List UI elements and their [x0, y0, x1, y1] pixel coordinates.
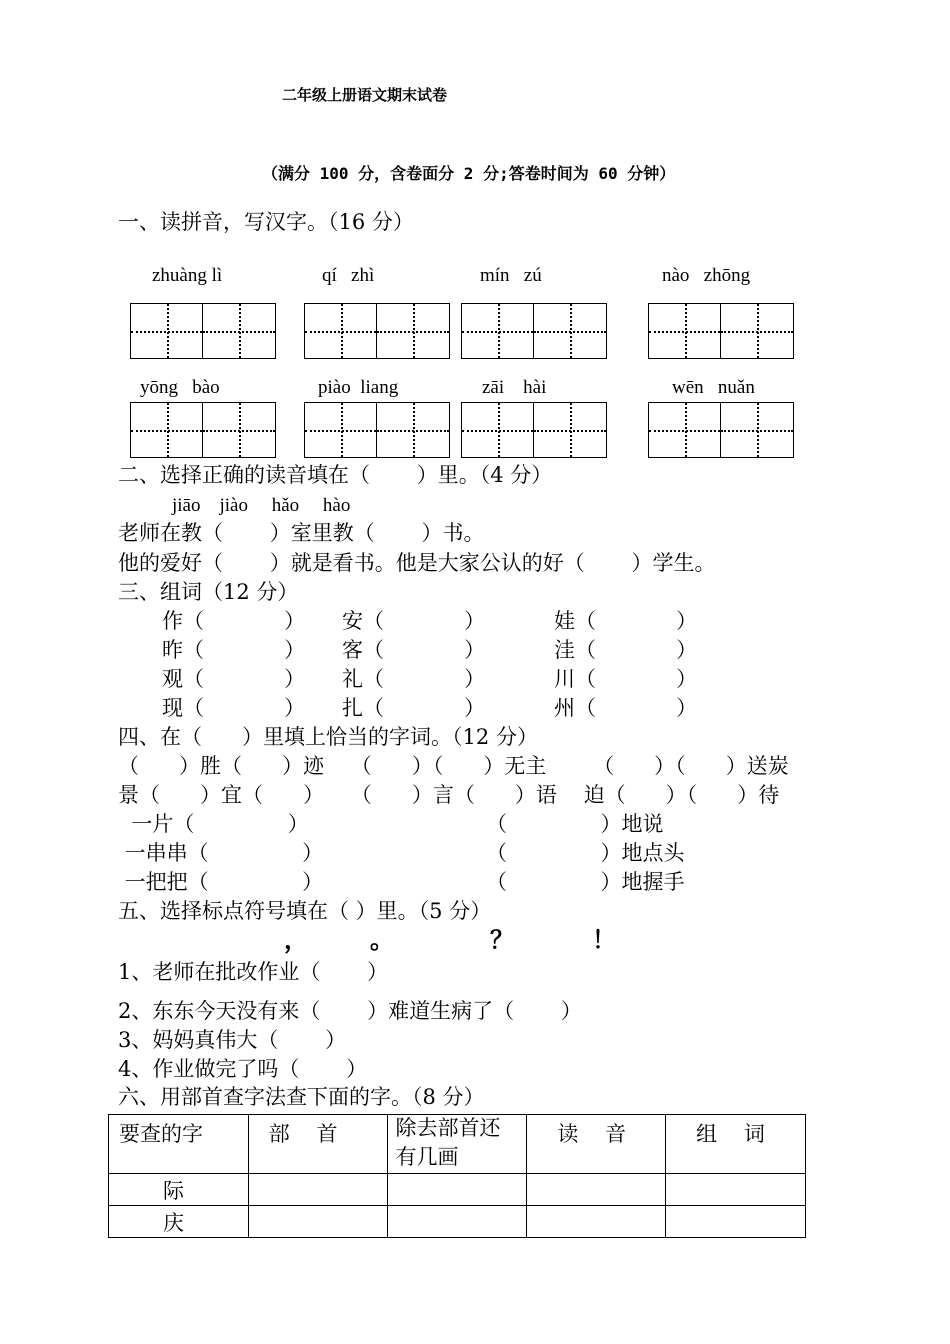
- radical-lookup-table: [108, 1114, 806, 1238]
- section3-heading: 三、组词（12 分）: [118, 580, 299, 604]
- writing-grid[interactable]: [648, 402, 794, 458]
- section5-heading: 五、选择标点符号填在（ ）里。（5 分）: [118, 899, 492, 923]
- writing-grid[interactable]: [130, 303, 276, 359]
- word-item: 川（ ）: [554, 667, 698, 691]
- table-row: [109, 1174, 806, 1206]
- punctuation-option: ，: [284, 926, 308, 954]
- pinyin: piào liang: [318, 377, 399, 398]
- pinyin-options: jiāo jiào hǎo hào: [172, 495, 351, 516]
- phrase-item: （ ）地点头: [486, 841, 685, 865]
- punctuation-question: 4、作业做完了吗（ ）: [118, 1057, 368, 1081]
- section1-heading: 一、读拼音，写汉字。（16 分）: [118, 210, 414, 234]
- section2-heading: 二、选择正确的读音填在（ ）里。（4 分）: [118, 463, 553, 487]
- pinyin: mín zú: [480, 265, 542, 286]
- punctuation-question: 2、东东今天没有来（ ）难道生病了（ ）: [118, 999, 582, 1023]
- pinyin: zāi hài: [482, 377, 547, 398]
- phrase-item: 一片（ ）: [118, 812, 309, 836]
- table-header-row: [109, 1115, 806, 1174]
- phrase-item: （ ）地握手: [486, 870, 685, 894]
- section6-heading: 六、用部首查字法查下面的字。（8 分）: [118, 1085, 485, 1109]
- word-item: 安（ ）: [342, 609, 486, 633]
- writing-grid[interactable]: [461, 303, 607, 359]
- column-header: 要查的字: [109, 1115, 249, 1174]
- punctuation-question: 1、老师在批改作业（ ）: [118, 960, 389, 984]
- writing-grid[interactable]: [648, 303, 794, 359]
- answer-cell[interactable]: [248, 1174, 387, 1206]
- word-item: 客（ ）: [342, 638, 486, 662]
- phrase-item: 一把把（ ）: [118, 870, 324, 894]
- answer-cell[interactable]: [387, 1206, 527, 1238]
- word-item: 观（ ）: [162, 667, 306, 691]
- answer-cell[interactable]: [666, 1174, 806, 1206]
- answer-cell[interactable]: [248, 1206, 387, 1238]
- word-item: 作（ ）: [162, 609, 306, 633]
- section4-heading: 四、在（ ）里填上恰当的字词。（12 分）: [118, 725, 538, 749]
- table-cell: 庆: [109, 1206, 249, 1238]
- table-cell: 际: [109, 1174, 249, 1206]
- exam-info: （满分 100 分，含卷面分 2 分;答卷时间为 60 分钟）: [262, 164, 676, 183]
- word-item: 娃（ ）: [554, 609, 698, 633]
- answer-cell[interactable]: [527, 1206, 666, 1238]
- word-item: 昨（ ）: [162, 638, 306, 662]
- phrase-item: （ ）地说: [486, 812, 664, 836]
- punctuation-option: ！: [592, 926, 616, 954]
- writing-grid[interactable]: [461, 402, 607, 458]
- answer-cell[interactable]: [527, 1174, 666, 1206]
- pinyin: qí zhì: [322, 265, 375, 286]
- writing-grid[interactable]: [304, 402, 450, 458]
- punctuation-option: ？: [490, 926, 514, 954]
- column-header: 组 词: [666, 1115, 806, 1174]
- idiom-line: （ ）胜（ ）迹 （ ）（ ）无主 （ ）（ ）送炭: [118, 754, 789, 778]
- writing-grid[interactable]: [130, 402, 276, 458]
- idiom-line: 景（ ）宜（ ） （ ）言（ ）语 迫（ ）（ ）待: [118, 783, 780, 807]
- page-title: 二年级上册语文期末试卷: [282, 86, 448, 104]
- column-header: 除去部首还 有几画: [387, 1115, 527, 1174]
- question-line: 老师在教（ ）室里教（ ）书。: [118, 521, 485, 545]
- writing-grid[interactable]: [304, 303, 450, 359]
- word-item: 州（ ）: [554, 696, 698, 720]
- column-header: 部 首: [248, 1115, 387, 1174]
- question-line: 他的爱好（ ）就是看书。他是大家公认的好（ ）学生。: [118, 551, 716, 575]
- word-item: 扎（ ）: [342, 696, 486, 720]
- pinyin: zhuàng lì: [152, 265, 223, 286]
- word-item: 洼（ ）: [554, 638, 698, 662]
- pinyin: yōng bào: [140, 377, 220, 398]
- word-item: 礼（ ）: [342, 667, 486, 691]
- pinyin: nào zhōng: [662, 265, 751, 286]
- word-item: 现（ ）: [162, 696, 306, 720]
- column-header: 读 音: [527, 1115, 666, 1174]
- punctuation-question: 3、妈妈真伟大（ ）: [118, 1028, 347, 1052]
- answer-cell[interactable]: [387, 1174, 527, 1206]
- pinyin: wēn nuǎn: [672, 377, 755, 398]
- phrase-item: 一串串（ ）: [118, 841, 324, 865]
- table-row: [109, 1206, 806, 1238]
- punctuation-option: 。: [370, 926, 394, 954]
- answer-cell[interactable]: [666, 1206, 806, 1238]
